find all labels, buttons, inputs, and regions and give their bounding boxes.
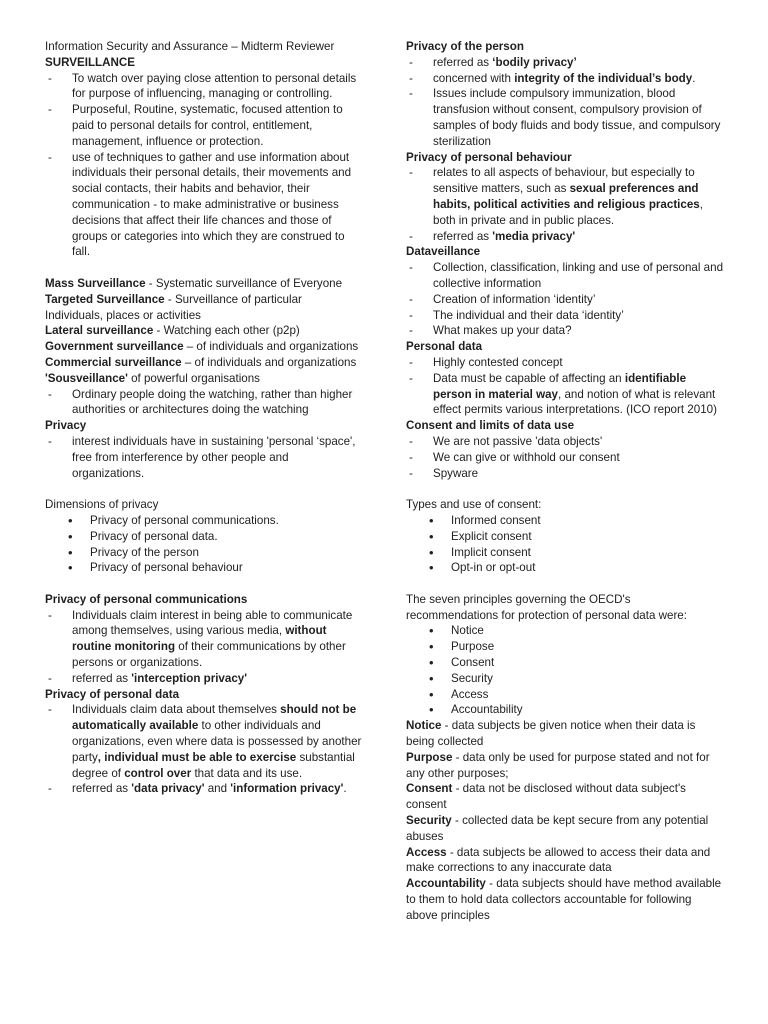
behaviour-item	[406, 165, 724, 228]
dataveillance-item: - Collection, classification, linking and use of personal and collective information	[406, 260, 724, 292]
oecd-principle-item: • Accountability	[406, 702, 724, 718]
bold-run: should not be automatically available	[72, 703, 357, 733]
dimension-item: • Privacy of personal data.	[45, 529, 363, 545]
surveillance-type-desc: – of individuals and organizations	[183, 340, 359, 354]
privacy-item: - interest individuals have in sustaining 'personal ‘space', free from interference by other people and organizations.	[45, 434, 363, 481]
surveillance-item: - To watch over paying close attention to personal details for purpose of influencing, managing or controlling.	[45, 71, 363, 103]
privacy-heading: Privacy	[45, 419, 87, 433]
consent-item: - We are not passive 'data objects'	[406, 434, 724, 450]
principle-definition	[406, 876, 724, 923]
oecd-principle-item: • Consent	[406, 655, 724, 671]
principle-term: Consent	[406, 782, 453, 796]
bold-run: 'interception privacy'	[131, 671, 247, 685]
principle-term: Accountability	[406, 877, 486, 891]
surveillance-type-desc: - Watching each other (p2p)	[153, 324, 300, 338]
text-run: of their communications by other persons or organizations.	[72, 640, 346, 670]
dataveillance-item: - Creation of information ‘identity’	[406, 292, 724, 308]
principle-desc: - data subjects should have method available to them to hold data collectors accountable for following above principles	[406, 877, 722, 922]
surveillance-type	[45, 292, 363, 324]
dimension-item: • Privacy of personal communications.	[45, 513, 363, 529]
surveillance-type	[45, 276, 363, 292]
bold-run: 'media privacy'	[492, 229, 576, 243]
dimension-item: • Privacy of personal behaviour	[45, 560, 363, 576]
surveillance-type-desc: - Surveillance of particular Individuals, places or activities	[45, 292, 302, 322]
surveillance-type-desc: – of individuals and organizations	[181, 355, 357, 369]
personal-data-item	[45, 781, 363, 797]
surveillance-type	[45, 355, 363, 371]
surveillance-type-term: Lateral surveillance	[45, 324, 154, 338]
bold-run: ‘bodily privacy’	[492, 55, 577, 69]
consent-type-item: • Explicit consent	[406, 529, 724, 545]
principle-desc: - data not be disclosed without data subject's consent	[406, 782, 686, 812]
surveillance-type-term: 'Sousveillance'	[45, 371, 128, 385]
bold-run: , individual must be able to exercise	[97, 750, 297, 764]
oecd-principle-item: • Notice	[406, 623, 724, 639]
person-item	[406, 55, 724, 71]
consent-type-item: • Opt-in or opt-out	[406, 560, 724, 576]
consent-types-heading: Types and use of consent:	[406, 498, 542, 512]
text-run: referred as	[433, 55, 493, 69]
text-run: substantial degree of	[72, 750, 355, 780]
consent-type-item: • Informed consent	[406, 513, 724, 529]
text-run: to other individuals and organizations, even where data is possessed by another party	[72, 719, 362, 764]
principle-desc: - collected data be kept secure from any potential abuses	[406, 814, 709, 843]
dimension-item: • Privacy of the person	[45, 545, 363, 561]
personal-data-item	[45, 702, 363, 781]
surveillance-item: - Purposeful, Routine, systematic, focused attention to paid to personal details for control, entitlement, management, influence or protection.	[45, 102, 363, 149]
surveillance-type-desc: - Systematic surveillance of Everyone	[145, 276, 343, 290]
text-run: , both in private and in public places.	[433, 197, 703, 227]
dataveillance-heading: Dataveillance	[406, 245, 481, 259]
person-item: - Issues include compulsory immunization, blood transfusion without consent, compulsory provision of samples of body fluids and body tissue, and compulsory sterilization	[406, 86, 724, 149]
consent-heading: Consent and limits of data use	[406, 419, 575, 433]
surveillance-heading: SURVEILLANCE	[45, 55, 135, 69]
behaviour-heading: Privacy of personal behaviour	[406, 150, 572, 164]
principle-term: Security	[406, 814, 452, 828]
surveillance-type-desc: of powerful organisations	[127, 371, 260, 385]
principle-definition	[406, 781, 724, 813]
communications-heading: Privacy of personal communications	[45, 592, 248, 606]
surveillance-type	[45, 371, 363, 387]
surveillance-item: - use of techniques to gather and use information about individuals their personal details, their movements and social contacts, their habits and behavior, their communication - to make administrative or business decisions that affect their life chances and those of groups or categories into which they are construed to fall.	[45, 150, 363, 261]
communications-item	[45, 671, 363, 687]
principle-desc: - data only be used for purpose stated and not for any other purposes;	[406, 750, 710, 780]
personal-data-item: - Highly contested concept	[406, 355, 724, 371]
text-run: .	[692, 71, 696, 85]
text-run: referred as	[433, 229, 493, 243]
principle-term: Purpose	[406, 750, 453, 764]
bold-run: sexual preferences and habits, political activities and religious practices	[433, 182, 700, 211]
person-item	[406, 71, 724, 87]
dimensions-heading: Dimensions of privacy	[45, 498, 159, 512]
oecd-intro: The seven principles governing the OECD's recommendations for protection of personal data were:	[406, 592, 687, 622]
text-run: Data must be capable of affecting an	[433, 371, 625, 385]
behaviour-item	[406, 229, 724, 245]
sousveillance-item: - Ordinary people doing the watching, rather than higher authorities or architectures doing the watching	[45, 387, 363, 419]
text-run: and	[204, 782, 231, 796]
document-title: Information Security and Assurance – Midterm Reviewer	[45, 40, 335, 53]
personal-data-heading: Privacy of personal data	[45, 687, 180, 701]
surveillance-type	[45, 323, 363, 339]
principle-definition	[406, 813, 724, 845]
text-run: referred as	[72, 671, 132, 685]
text-run: .	[343, 782, 347, 796]
personal-data-heading: Personal data	[406, 340, 483, 354]
person-heading: Privacy of the person	[406, 40, 524, 53]
surveillance-type	[45, 339, 363, 355]
principle-desc: - data subjects be allowed to access their data and make corrections to any inaccurate data	[406, 845, 711, 875]
surveillance-type-term: Targeted Surveillance	[45, 292, 165, 306]
text-run: relates to all aspects of behaviour, but especially to sensitive matters, such as	[433, 166, 695, 196]
surveillance-type-term: Government surveillance	[45, 340, 184, 354]
bold-run: without routine monitoring	[72, 624, 327, 654]
personal-data-item	[406, 371, 724, 418]
principle-desc: - data subjects be given notice when their data is being collected	[406, 719, 696, 749]
principle-definition	[406, 750, 724, 782]
bold-run: identifiable person in material way	[433, 371, 687, 401]
dataveillance-item: - The individual and their data ‘identity’	[406, 308, 724, 324]
bold-run: integrity of the individual’s body	[514, 71, 693, 85]
principle-term: Notice	[406, 719, 442, 733]
surveillance-type-term: Mass Surveillance	[45, 276, 146, 290]
text-run: referred as	[72, 782, 132, 796]
consent-item: - Spyware	[406, 466, 724, 482]
principle-definition	[406, 718, 724, 750]
left-column	[45, 39, 363, 797]
surveillance-type-term: Commercial surveillance	[45, 355, 182, 369]
principle-definition	[406, 845, 724, 877]
oecd-principle-item: • Purpose	[406, 639, 724, 655]
consent-item: - We can give or withhold our consent	[406, 450, 724, 466]
bold-run: 'information privacy'	[230, 782, 344, 796]
bold-run: control over	[124, 766, 192, 780]
right-column	[406, 39, 724, 924]
oecd-principle-item: • Access	[406, 687, 724, 703]
text-run: Individuals claim data about themselves	[72, 703, 281, 717]
text-run: that data and its use.	[191, 766, 303, 780]
principle-term: Access	[406, 845, 447, 859]
dataveillance-item: - What makes up your data?	[406, 323, 724, 339]
text-run: , and notion of what is relevant effect permits various interpretations. (ICO report 2010)	[433, 387, 717, 417]
bold-run: 'data privacy'	[131, 782, 205, 796]
consent-type-item: • Implicit consent	[406, 545, 724, 561]
text-run: Individuals claim interest in being able to communicate among themselves, using various media,	[72, 608, 353, 638]
text-run: concerned with	[433, 71, 515, 85]
communications-item	[45, 608, 363, 671]
oecd-principle-item: • Security	[406, 671, 724, 687]
